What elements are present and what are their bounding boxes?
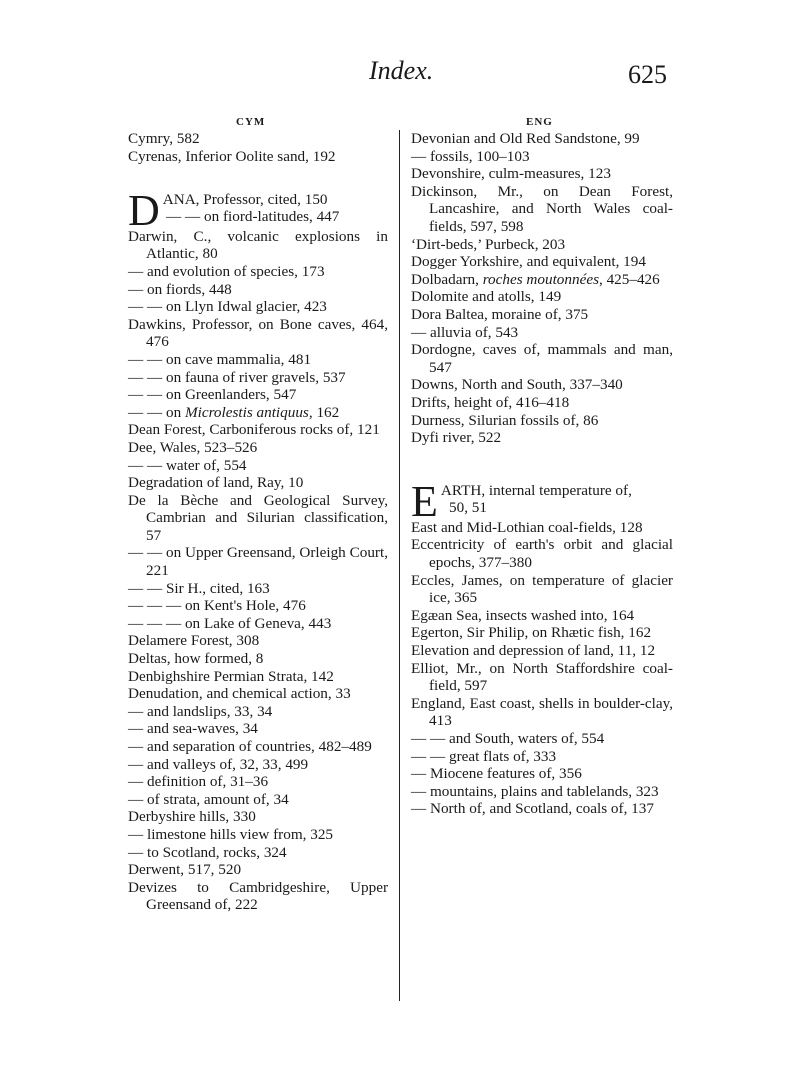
- index-entry: — definition of, 31–36: [128, 773, 269, 791]
- letter-gap: [128, 183, 388, 191]
- index-entry: Drifts, height of, 416–418: [411, 393, 570, 411]
- index-entry: Devonshire, culm-measures, 123: [411, 165, 611, 183]
- index-entry: — limestone hills view from, 325: [128, 825, 334, 843]
- index-entry: Devizes to Cambridgeshire, Upper Greensand of, 222: [128, 878, 388, 914]
- index-entry: [411, 271, 673, 289]
- index-entry: East and Mid-Lothian coal-fields, 128: [411, 518, 643, 536]
- letter-section-d: [128, 185, 388, 235]
- index-entry: De la Bèche and Geological Survey, Cambrian and Silurian classification, 57: [128, 491, 388, 544]
- index-entry: ANA, Professor, cited, 150: [162, 190, 328, 208]
- index-entry: Dyfi river, 522: [411, 429, 502, 447]
- index-entry: Denudation, and chemical action, 33: [128, 685, 351, 703]
- index-entry: Durness, Silurian fossils of, 86: [411, 411, 599, 429]
- index-entry: — North of, and Scotland, coals of, 137: [411, 800, 654, 818]
- index-entry: 50, 51: [449, 499, 487, 517]
- index-entry: Delamere Forest, 308: [128, 632, 260, 650]
- entry-text: , 162: [308, 403, 340, 421]
- letter-section-e: [411, 476, 673, 526]
- index-entry: — — on Greenlanders, 547: [128, 386, 297, 404]
- index-entry: — — on fiord-latitudes, 447: [166, 208, 340, 226]
- entry-text: , 425–426: [598, 270, 660, 288]
- index-entry: — mountains, plains and tablelands, 323: [411, 782, 659, 800]
- index-entry: Elevation and depression of land, 11, 12: [411, 642, 656, 660]
- index-entry: — of strata, amount of, 34: [128, 790, 289, 808]
- index-entry: Dora Baltea, moraine of, 375: [411, 305, 589, 323]
- index-entry: Dee, Wales, 523–526: [128, 438, 258, 456]
- index-entry: ‘Dirt-beds,’ Purbeck, 203: [411, 235, 566, 253]
- drop-cap-e: E: [411, 476, 438, 526]
- index-entry: — and sea-waves, 34: [128, 720, 258, 738]
- index-entry: — — on Upper Greensand, Orleigh Court, 221: [128, 544, 388, 580]
- letter-gap: [411, 464, 673, 482]
- index-entry: — — water of, 554: [128, 456, 247, 474]
- column-divider: [399, 130, 400, 1001]
- entry-text: Dolbadarn,: [411, 270, 483, 288]
- index-entry: Elliot, Mr., on North Staffordshire coal-field, 597: [411, 659, 673, 695]
- page-number: 625: [628, 60, 667, 89]
- drop-cap-d: D: [128, 185, 160, 235]
- index-entry: Derbyshire hills, 330: [128, 808, 256, 826]
- letter-gap: [128, 165, 388, 183]
- index-entry: Egæan Sea, insects washed into, 164: [411, 606, 635, 624]
- index-entry: — — — on Lake of Geneva, 443: [128, 614, 332, 632]
- index-entry: Egerton, Sir Philip, on Rhætic fish, 162: [411, 624, 652, 642]
- index-entry: Devonian and Old Red Sandstone, 99: [411, 130, 640, 147]
- index-entry: — — great flats of, 333: [411, 747, 557, 765]
- index-entry: — alluvia of, 543: [411, 323, 519, 341]
- index-entry: — — and South, waters of, 554: [411, 730, 605, 747]
- index-entry: — to Scotland, rocks, 324: [128, 843, 287, 861]
- entry-italic: Microlestis antiquus: [184, 403, 309, 421]
- index-entry: — — on fauna of river gravels, 537: [128, 368, 346, 386]
- page-title: Index.: [369, 56, 434, 85]
- index-entry: — and separation of countries, 482–489: [128, 738, 372, 755]
- index-entry: — — on cave mammalia, 481: [128, 350, 312, 368]
- index-entry: Eccentricity of earth's orbit and glacial epochs, 377–380: [411, 536, 673, 572]
- index-entry: Dawkins, Professor, on Bone caves, 464, 476: [128, 315, 388, 351]
- index-entry: Cyrenas, Inferior Oolite sand, 192: [128, 147, 336, 165]
- index-entry: Dolomite and atolls, 149: [411, 288, 562, 306]
- index-entry: — — on Llyn Idwal glacier, 423: [128, 298, 327, 316]
- index-entry: Dean Forest, Carboniferous rocks of, 121: [128, 421, 380, 439]
- index-entry: — and landslips, 33, 34: [128, 702, 273, 720]
- index-entry: Dogger Yorkshire, and equivalent, 194: [411, 253, 646, 271]
- index-entry: Cymry, 582: [128, 130, 200, 147]
- index-entry: Darwin, C., volcanic explosions in Atlantic, 80: [128, 227, 388, 263]
- index-entry: — — — on Kent's Hole, 476: [128, 597, 306, 615]
- index-entry: Eccles, James, on temperature of glacier ice, 365: [411, 571, 673, 607]
- index-entry: Deltas, how formed, 8: [128, 650, 264, 668]
- index-entry: — fossils, 100–103: [411, 147, 530, 165]
- index-column-left: [128, 130, 388, 914]
- index-entry: Degradation of land, Ray, 10: [128, 474, 304, 492]
- guide-word-left: CYM: [236, 116, 266, 128]
- entry-italic: roches moutonnées: [482, 270, 599, 288]
- index-entry: Denbighshire Permian Strata, 142: [128, 667, 334, 685]
- letter-gap: [411, 447, 673, 465]
- index-entry: — and evolution of species, 173: [128, 262, 325, 280]
- index-entry: — — Sir H., cited, 163: [128, 579, 270, 597]
- index-entry: Dickinson, Mr., on Dean Forest, Lancashire, and North Wales coal-fields, 597, 598: [411, 182, 673, 235]
- index-entry: Derwent, 517, 520: [128, 861, 242, 879]
- index-entry: — on fiords, 448: [128, 280, 232, 298]
- index-entry: Downs, North and South, 337–340: [411, 376, 623, 394]
- guide-word-right: ENG: [526, 116, 553, 128]
- index-entry: — and valleys of, 32, 33, 499: [128, 755, 309, 773]
- index-entry: ARTH, internal temperature of,: [440, 481, 632, 499]
- index-entry: [128, 404, 388, 422]
- index-entry: — Miocene features of, 356: [411, 765, 582, 783]
- index-entry: Dordogne, caves of, mammals and man, 547: [411, 341, 673, 376]
- index-entry: England, East coast, shells in boulder-clay, 413: [411, 694, 673, 730]
- index-column-right: [411, 130, 673, 818]
- entry-text: — — on: [128, 403, 185, 421]
